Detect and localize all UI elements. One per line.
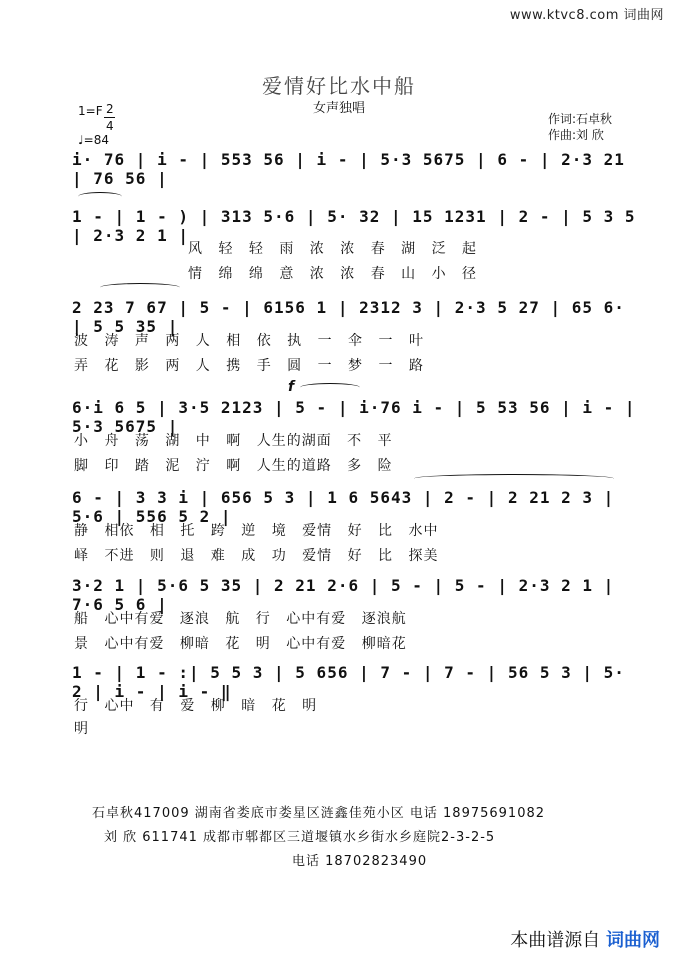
song-title: 爱情好比水中船: [262, 74, 416, 98]
lyric-row-5-verse-2: 峄 不进 则 退 难 成 功 爱情 好 比 探美: [74, 548, 439, 564]
key-signature: 1=F: [78, 104, 103, 118]
lyric-row-7-verse-2: 明: [74, 721, 89, 737]
composer-credit: 作曲:刘 欣: [548, 128, 604, 142]
lyric-row-6-verse-2: 景 心中有爱 柳暗 花 明 心中有爱 柳暗花: [74, 636, 407, 652]
forte-mark: f: [288, 379, 295, 395]
notation-row-7: 1 - | 1 - :| 5 5 3 | 5 656 | 7 - | 7 - | 56 5 3 | 5· 2 | i - | i - ‖: [72, 663, 625, 701]
source-footer: [510, 926, 660, 952]
site-watermark[interactable]: www.ktvc8.com 词曲网: [509, 8, 664, 23]
lyric-row-5-verse-1: 静 相依 相 托 跨 逆 境 爱情 好 比 水中: [74, 523, 439, 539]
lyric-row-2-verse-2: 情 绵 绵 意 浓 浓 春 山 小 径: [188, 266, 478, 282]
time-signature-divider: [104, 117, 115, 118]
time-signature-bottom: 4: [106, 119, 114, 133]
lyric-row-4-verse-1: 小 舟 荡 湖 中 啊 人生的湖面 不 平: [74, 433, 393, 449]
slur-arc: [100, 283, 180, 292]
lyric-row-6-verse-1: 船 心中有爱 逐浪 航 行 心中有爱 逐浪航: [74, 611, 407, 627]
lyric-row-3-verse-2: 弄 花 影 两 人 携 手 圆 一 梦 一 路: [74, 358, 424, 374]
source-footer-brand[interactable]: 词曲网: [606, 930, 660, 951]
tie-arc: [78, 192, 122, 201]
notation-row-3: 2 23 7 67 | 5 - | 6156 1 | 2312 3 | 2·3 5 27 | 65 6· | 5 5 35 |: [72, 298, 625, 336]
notation-row-6: 3·2 1 | 5·6 5 35 | 2 21 2·6 | 5 - | 5 - | 2·3 2 1 | 7·6 5 6 |: [72, 576, 615, 614]
lyric-row-3-verse-1: 波 涛 声 两 人 相 依 执 一 伞 一 叶: [74, 333, 424, 349]
notation-row-4: 6·i 6 5 | 3·5 2123 | 5 - | i·76 i - | 5 53 56 | i - | 5·3 5675 |: [72, 398, 636, 436]
slur-arc: [300, 383, 360, 392]
slur-arc: [414, 474, 614, 483]
lyric-row-7-verse-1: 行 心中 有 爱 柳 暗 花 明: [74, 698, 318, 714]
notation-row-5: 6 - | 3 3 i | 656 5 3 | 1 6 5643 | 2 - | 2 21 2 3 | 5·6 | 556 5 2 |: [72, 488, 615, 526]
time-signature-top: 2: [106, 102, 114, 116]
song-subtitle: 女声独唱: [312, 101, 365, 116]
lyricist-address: 石卓秋417009 湖南省娄底市娄星区涟鑫佳苑小区 电话 18975691082: [92, 806, 546, 821]
tempo-mark: ♩=84: [78, 133, 109, 147]
lyric-row-4-verse-2: 脚 印 踏 泥 泞 啊 人生的道路 多 险: [74, 458, 393, 474]
source-footer-text: 本曲谱源自: [510, 930, 601, 951]
lyricist-credit: 作词:石卓秋: [548, 112, 613, 126]
composer-address: 刘 欣 611741 成都市郫都区三道堰镇水乡街水乡庭院2-3-2-5: [104, 830, 496, 845]
notation-row-2: 1 - | 1 - ) | 313 5·6 | 5· 32 | 15 1231 | 2 - | 5 3 5 | 2·3 2 1 |: [72, 207, 636, 245]
notation-row-1: i· 76 | i - | 553 56 | i - | 5·3 5675 | 6 - | 2·3 21 | 76 56 |: [72, 150, 625, 188]
lyric-row-2-verse-1: 风 轻 轻 雨 浓 浓 春 湖 泛 起: [188, 241, 478, 257]
composer-phone: 电话 18702823490: [292, 854, 428, 869]
